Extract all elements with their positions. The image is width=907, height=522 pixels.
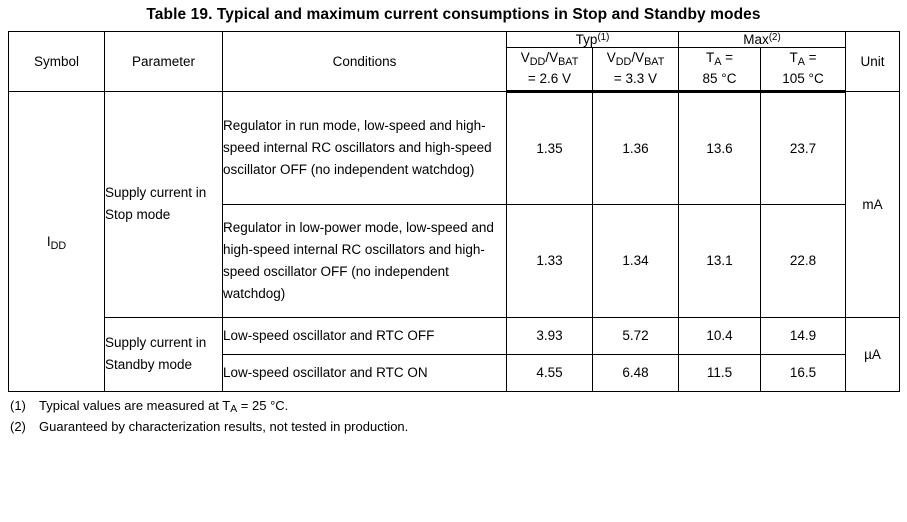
ta-equals: = — [804, 50, 817, 65]
row-parameter-stop-mode: Supply current in Stop mode — [105, 91, 223, 317]
footnote-1-subscript: A — [230, 404, 238, 416]
typ-3v3-value-label: = 3.3 V — [613, 70, 658, 86]
row-conditions: Low-speed oscillator and RTC ON — [223, 354, 507, 391]
header-max-label: Max — [743, 32, 769, 47]
row-unit-ma: mA — [846, 91, 900, 317]
row-typ-3v3: 1.36 — [593, 91, 679, 204]
row-typ-3v3: 1.34 — [593, 204, 679, 317]
max-105c-value-label: 105 °C — [782, 70, 824, 86]
table-title: Table 19. Typical and maximum current consumptions in Stop and Standby modes — [146, 6, 761, 23]
row-max-105c: 14.9 — [761, 317, 846, 354]
ta-label-part: T — [789, 50, 798, 65]
footnote-2-number: (2) — [10, 418, 26, 434]
vdd-label-part: V — [520, 50, 530, 65]
header-symbol: Symbol — [9, 32, 105, 92]
ta-subscript: A — [714, 55, 722, 68]
row-max-105c: 16.5 — [761, 354, 846, 391]
vdd-subscript: DD — [615, 55, 632, 68]
row-max-85c: 11.5 — [679, 354, 761, 391]
header-typ-2v6 — [507, 48, 593, 92]
ta-equals: = — [721, 50, 734, 65]
row-symbol-idd — [9, 91, 105, 391]
max-85c-value-label: 85 °C — [702, 70, 737, 86]
footnote-1-pre: Typical values are measured at T — [39, 397, 231, 413]
row-parameter-standby-mode: Supply current in Standby mode — [105, 317, 223, 391]
header-parameter: Parameter — [105, 32, 223, 92]
row-typ-2v6: 1.33 — [507, 204, 593, 317]
row-typ-3v3: 6.48 — [593, 354, 679, 391]
symbol-main: I — [46, 233, 51, 249]
row-typ-2v6: 4.55 — [507, 354, 593, 391]
footnote-1-number: (1) — [10, 397, 26, 413]
header-max-footnote-ref: (2) — [768, 31, 781, 43]
vdd-subscript: DD — [529, 55, 546, 68]
symbol-subscript: DD — [50, 239, 67, 252]
row-conditions: Low-speed oscillator and RTC OFF — [223, 317, 507, 354]
footnote-1-post: = 25 °C. — [237, 397, 289, 413]
header-max — [679, 32, 846, 48]
vdd-label-part: V — [606, 50, 616, 65]
ta-label-part: T — [705, 50, 715, 65]
table-row — [9, 317, 900, 354]
header-max-105c — [761, 48, 846, 92]
vbat-subscript: BAT — [558, 55, 579, 68]
vbat-label-part: /V — [631, 50, 645, 65]
header-typ — [507, 32, 679, 48]
header-typ-3v3 — [593, 48, 679, 92]
footnotes — [10, 396, 897, 438]
row-max-85c: 13.6 — [679, 91, 761, 204]
header-typ-footnote-ref: (1) — [597, 31, 610, 43]
row-max-85c: 10.4 — [679, 317, 761, 354]
table-row — [9, 91, 900, 204]
table-header-row-1 — [9, 32, 900, 48]
current-consumption-table — [8, 31, 900, 392]
header-max-85c — [679, 48, 761, 92]
ta-subscript: A — [797, 55, 805, 68]
footnote-2 — [10, 417, 897, 438]
footnote-1-text — [39, 397, 897, 416]
row-typ-2v6: 3.93 — [507, 317, 593, 354]
row-typ-2v6: 1.35 — [507, 91, 593, 204]
row-typ-3v3: 5.72 — [593, 317, 679, 354]
header-unit: Unit — [846, 32, 900, 92]
footnote-1 — [10, 396, 897, 417]
header-typ-label: Typ — [575, 32, 598, 47]
header-conditions: Conditions — [223, 32, 507, 92]
row-max-105c: 23.7 — [761, 91, 846, 204]
row-max-85c: 13.1 — [679, 204, 761, 317]
vbat-label-part: /V — [545, 50, 559, 65]
typ-2v6-value-label: = 2.6 V — [527, 70, 572, 86]
footnote-2-text: Guaranteed by characterization results, not tested in production. — [39, 418, 409, 434]
row-unit-ua: µA — [846, 317, 900, 391]
row-conditions: Regulator in run mode, low-speed and high-speed internal RC oscillators and high-speed oscillator OFF (no independent watchdog) — [223, 91, 507, 204]
vbat-subscript: BAT — [644, 55, 665, 68]
row-conditions: Regulator in low-power mode, low-speed and high-speed internal RC oscillators and high-speed oscillator OFF (no independent watchdog) — [223, 204, 507, 317]
row-max-105c: 22.8 — [761, 204, 846, 317]
